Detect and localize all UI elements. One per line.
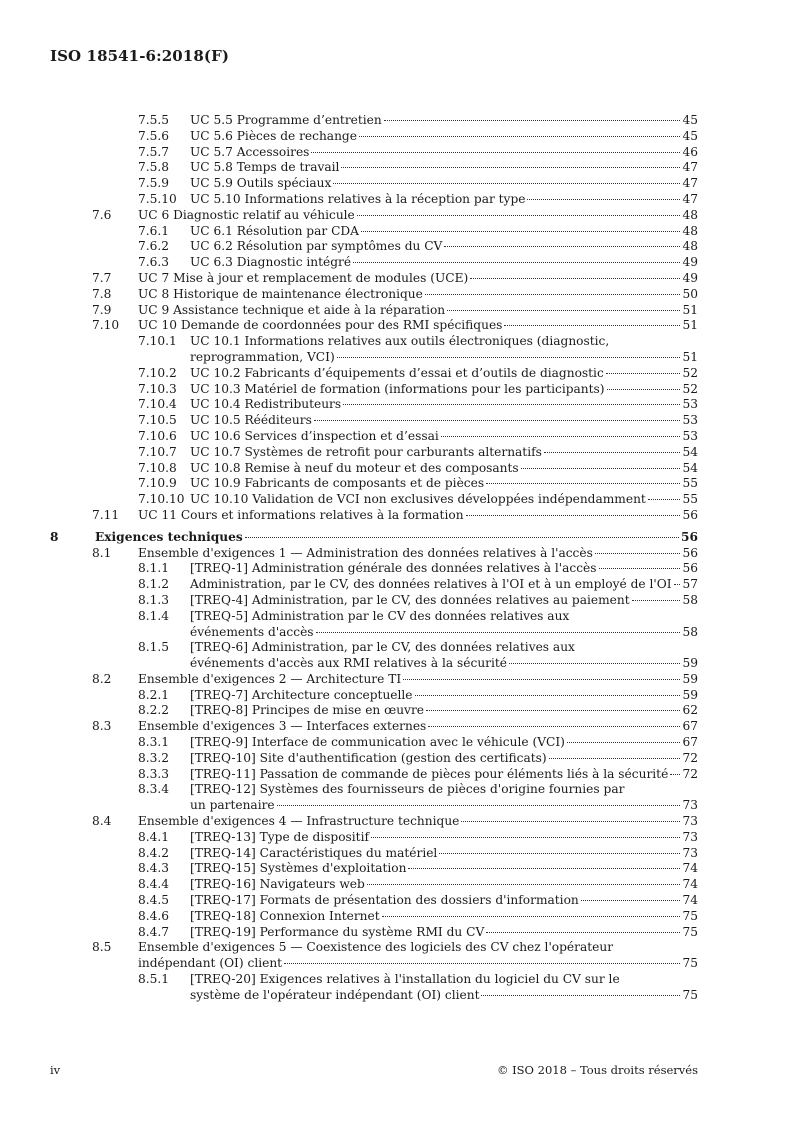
- toc-entry[interactable]: [0, 239, 793, 255]
- dot-leader: [311, 152, 680, 153]
- toc-entry-title: [TREQ-1] Administration générale des données relatives à l'accès: [190, 561, 597, 576]
- page-number: iv: [50, 1063, 61, 1077]
- toc-entry-number: 8.2.2: [138, 703, 170, 718]
- toc-entry-title: UC 10.6 Services d’inspection et d’essai: [190, 428, 439, 443]
- dot-leader: [245, 537, 679, 538]
- toc-entry[interactable]: [0, 429, 793, 445]
- dot-leader: [382, 916, 680, 917]
- toc-entry-title: Ensemble d'exigences 4 — Infrastructure technique: [138, 814, 460, 829]
- dot-leader: [333, 183, 680, 184]
- toc-entry-page: 73: [682, 814, 698, 829]
- toc-entry-page: 56: [682, 507, 698, 522]
- toc-entry-title: [TREQ-15] Systèmes d'exploitation: [190, 861, 407, 876]
- dot-leader: [606, 373, 680, 374]
- toc-entry-title: UC 10.7 Systèmes de retrofit pour carburants alternatifs: [190, 444, 542, 459]
- toc-entry-page: 54: [682, 444, 698, 459]
- toc-entry-title: UC 6 Diagnostic relatif au véhicule: [138, 207, 355, 222]
- toc-entry[interactable]: [0, 940, 793, 972]
- toc-entry[interactable]: [0, 767, 793, 783]
- toc-entry-title: un partenaire: [190, 798, 275, 813]
- toc-entry-page: 75: [682, 908, 698, 923]
- toc-entry-page: 58: [682, 624, 698, 639]
- copyright-notice: © ISO 2018 – Tous droits réservés: [496, 1063, 698, 1077]
- toc-entry[interactable]: [0, 530, 793, 546]
- toc-entry-number: 7.5.5: [138, 113, 170, 127]
- toc-entry-number: 8.4.5: [138, 893, 170, 908]
- toc-entry-number: 7.8: [92, 286, 112, 301]
- dot-leader: [521, 468, 680, 469]
- document-id-header: ISO 18541-6:2018(F): [50, 47, 230, 65]
- toc-entry-page: 74: [682, 861, 698, 876]
- toc-entry-page: 55: [682, 492, 698, 507]
- toc-entry-number: 8.1.5: [138, 640, 170, 655]
- dot-leader: [441, 436, 680, 437]
- dot-leader: [470, 278, 680, 279]
- dot-leader: [486, 483, 680, 484]
- toc-entry-number: 8.3: [92, 719, 112, 734]
- toc-entry-title: UC 5.9 Outils spéciaux: [190, 176, 332, 191]
- toc-entry-number: 8.4.2: [138, 845, 170, 860]
- dot-leader: [415, 695, 680, 696]
- toc-entry-number: 8.1.4: [138, 608, 170, 623]
- toc-entry-title: [TREQ-17] Formats de présentation des dossiers d'information: [190, 893, 579, 908]
- toc-entry-number: 7.5.9: [138, 176, 170, 191]
- dot-leader: [277, 805, 680, 806]
- toc-entry-title: [TREQ-20] Exigences relatives à l'installation du logiciel du CV sur le: [190, 972, 620, 987]
- toc-entry[interactable]: [0, 271, 793, 287]
- toc-entry[interactable]: [0, 546, 793, 562]
- toc-entry-number: 7.7: [92, 270, 112, 285]
- toc-entry-number: 7.10.6: [138, 428, 177, 443]
- toc-entry-page: 75: [682, 956, 698, 971]
- toc-entry[interactable]: [0, 397, 793, 413]
- toc-entry-number: 7.10.3: [138, 381, 177, 396]
- toc-entry[interactable]: [0, 255, 793, 271]
- toc-entry[interactable]: [0, 925, 793, 941]
- toc-entry-page: 59: [682, 671, 698, 686]
- dot-leader: [481, 995, 680, 996]
- toc-entry-title: UC 6.2 Résolution par symptômes du CV: [190, 239, 443, 254]
- toc-entry-title: [TREQ-13] Type de dispositif: [190, 829, 369, 844]
- toc-entry-number: 7.10.8: [138, 460, 177, 475]
- toc-entry-number: 7.9: [92, 302, 112, 317]
- toc-entry-title: Ensemble d'exigences 5 — Coexistence des logiciels des CV chez l'opérateur: [138, 940, 614, 955]
- toc-entry-page: 45: [682, 113, 698, 127]
- toc-entry-page: 59: [682, 687, 698, 702]
- toc-entry[interactable]: [0, 476, 793, 492]
- toc-entry[interactable]: [0, 129, 793, 145]
- dot-leader: [544, 452, 680, 453]
- toc-entry-title: UC 9 Assistance technique et aide à la réparation: [138, 302, 446, 317]
- toc-entry[interactable]: [0, 735, 793, 751]
- toc-entry[interactable]: [0, 830, 793, 846]
- toc-entry[interactable]: [0, 893, 793, 909]
- toc-entry-title: système de l'opérateur indépendant (OI) client: [190, 987, 480, 1002]
- dot-leader: [341, 167, 680, 168]
- toc-entry-page: 48: [682, 207, 698, 222]
- toc-entry-number: 8.1: [92, 545, 112, 560]
- toc-entry-page: 56: [681, 529, 698, 544]
- toc-entry[interactable]: [0, 445, 793, 461]
- toc-entry-title: Ensemble d'exigences 2 — Architecture TI: [138, 671, 402, 686]
- toc-entry-page: 47: [682, 160, 698, 175]
- toc-entry[interactable]: [0, 672, 793, 688]
- toc-entry[interactable]: [0, 192, 793, 208]
- toc-entry-page: 73: [682, 798, 698, 813]
- toc-entry[interactable]: [0, 461, 793, 477]
- toc-entry[interactable]: [0, 492, 793, 508]
- toc-entry-number: 8.4.3: [138, 861, 170, 876]
- dot-leader: [343, 404, 680, 405]
- toc-entry-page: 50: [682, 286, 698, 301]
- toc-entry-title: UC 5.8 Temps de travail: [190, 160, 340, 175]
- dot-leader: [461, 821, 680, 822]
- toc-entry-title: UC 5.10 Informations relatives à la réception par type: [190, 191, 526, 206]
- toc-entry-number: 7.5.6: [138, 128, 170, 143]
- toc-entry-page: 57: [682, 577, 698, 592]
- toc-entry-page: 49: [682, 255, 698, 270]
- dot-leader: [428, 726, 680, 727]
- toc-entry[interactable]: [0, 334, 793, 366]
- toc-entry-title: UC 11 Cours et informations relatives à la formation: [138, 507, 464, 522]
- toc-entry-number: 8.5: [92, 940, 112, 955]
- toc-entry-page: 59: [682, 656, 698, 671]
- toc-entry[interactable]: [0, 176, 793, 192]
- toc-entry-title: [TREQ-19] Performance du système RMI du CV: [190, 924, 485, 939]
- toc-entry[interactable]: [0, 113, 793, 129]
- toc-entry-title: UC 10.5 Rééditeurs: [190, 413, 312, 428]
- toc-entry-title: Exigences techniques: [95, 529, 243, 544]
- toc-entry-number: 7.10.10: [138, 492, 185, 507]
- toc-entry-number: 7.5.7: [138, 144, 170, 159]
- dot-leader: [447, 310, 680, 311]
- toc-entry[interactable]: [0, 640, 793, 672]
- toc-entry-number: 8.5.1: [138, 972, 170, 987]
- toc-entry-page: 51: [682, 318, 698, 333]
- dot-leader: [359, 136, 680, 137]
- toc-entry-page: 62: [682, 703, 698, 718]
- toc-entry-page: 45: [682, 128, 698, 143]
- toc-entry-title: UC 10.3 Matériel de formation (informations pour les participants): [190, 381, 605, 396]
- toc-entry-title: [TREQ-5] Administration par le CV des données relatives aux: [190, 608, 570, 623]
- toc-entry-page: 67: [682, 719, 698, 734]
- toc-entry-title: UC 6.1 Résolution par CDA: [190, 223, 359, 238]
- toc-entry-number: 7.10.2: [138, 365, 177, 380]
- toc-entry[interactable]: [0, 413, 793, 429]
- dot-leader: [439, 853, 680, 854]
- table-of-contents: [0, 113, 793, 1004]
- toc-entry[interactable]: [0, 609, 793, 641]
- toc-entry-title: Ensemble d'exigences 3 — Interfaces externes: [138, 719, 427, 734]
- toc-entry-number: 7.6.3: [138, 255, 170, 270]
- dot-leader: [337, 357, 680, 358]
- toc-entry-page: 58: [682, 592, 698, 607]
- toc-entry-page: 75: [682, 987, 698, 1002]
- toc-entry[interactable]: [0, 751, 793, 767]
- dot-leader: [670, 774, 680, 775]
- dot-leader: [314, 420, 680, 421]
- toc-entry-number: 7.6: [92, 207, 112, 222]
- toc-entry-page: 67: [682, 735, 698, 750]
- toc-entry[interactable]: [0, 782, 793, 814]
- toc-entry-title: événements d'accès aux RMI relatives à la sécurité: [190, 656, 508, 671]
- dot-leader: [527, 199, 680, 200]
- dot-leader: [486, 932, 680, 933]
- toc-entry[interactable]: [0, 861, 793, 877]
- toc-entry[interactable]: [0, 318, 793, 334]
- dot-leader: [607, 389, 680, 390]
- toc-entry-number: 8.1.2: [138, 577, 170, 592]
- toc-entry-title: UC 5.5 Programme d’entretien: [190, 113, 382, 127]
- dot-leader: [504, 325, 680, 326]
- toc-entry[interactable]: [0, 846, 793, 862]
- toc-entry[interactable]: [0, 703, 793, 719]
- toc-entry-number: 7.10.7: [138, 444, 177, 459]
- toc-entry-title: UC 10.2 Fabricants d’équipements d’essai et d’outils de diagnostic: [190, 365, 604, 380]
- toc-entry-title: UC 5.6 Pièces de rechange: [190, 128, 357, 143]
- toc-entry[interactable]: [0, 208, 793, 224]
- toc-entry-number: 7.11: [92, 507, 120, 522]
- dot-leader: [674, 584, 680, 585]
- dot-leader: [353, 262, 680, 263]
- toc-entry[interactable]: [0, 909, 793, 925]
- toc-entry-title: Ensemble d'exigences 1 — Administration des données relatives à l'accès: [138, 545, 593, 560]
- toc-entry-title: UC 10.10 Validation de VCI non exclusives développées indépendamment: [190, 492, 646, 507]
- toc-entry-title: événements d'accès: [190, 624, 314, 639]
- toc-entry-title: UC 10 Demande de coordonnées pour des RMI spécifiques: [138, 318, 503, 333]
- dot-leader: [357, 215, 680, 216]
- toc-entry-page: 56: [682, 545, 698, 560]
- toc-entry[interactable]: [0, 366, 793, 382]
- dot-leader: [316, 632, 680, 633]
- toc-entry-number: 7.6.2: [138, 239, 170, 254]
- dot-leader: [403, 679, 680, 680]
- toc-entry-number: 7.6.1: [138, 223, 170, 238]
- toc-entry-page: 53: [682, 428, 698, 443]
- toc-entry-page: 74: [682, 893, 698, 908]
- toc-entry-title: UC 10.8 Remise à neuf du moteur et des composants: [190, 460, 519, 475]
- toc-entry-title: [TREQ-8] Principes de mise en œuvre: [190, 703, 424, 718]
- toc-entry-page: 52: [682, 381, 698, 396]
- toc-entry-number: 7.10.1: [138, 334, 177, 349]
- toc-entry-number: 7.10.4: [138, 397, 177, 412]
- toc-entry-number: 8.2: [92, 671, 112, 686]
- toc-entry-title: [TREQ-7] Architecture conceptuelle: [190, 687, 413, 702]
- toc-entry-number: 7.10.9: [138, 476, 177, 491]
- toc-entry[interactable]: [0, 972, 793, 1004]
- toc-entry-title: UC 8 Historique de maintenance électronique: [138, 286, 423, 301]
- toc-entry[interactable]: [0, 224, 793, 240]
- toc-entry-number: 8.1.1: [138, 561, 170, 576]
- dot-leader: [444, 246, 680, 247]
- dot-leader: [632, 600, 680, 601]
- toc-entry-title: [TREQ-12] Systèmes des fournisseurs de pièces d'origine fournies par: [190, 782, 625, 797]
- toc-entry-page: 52: [682, 365, 698, 380]
- toc-entry-page: 72: [682, 766, 698, 781]
- dot-leader: [595, 553, 680, 554]
- toc-entry-page: 48: [682, 223, 698, 238]
- dot-leader: [367, 884, 680, 885]
- toc-entry-title: UC 6.3 Diagnostic intégré: [190, 255, 352, 270]
- toc-entry-number: 8.4.4: [138, 877, 170, 892]
- toc-entry-title: UC 10.4 Redistributeurs: [190, 397, 342, 412]
- toc-entry-number: 8.3.2: [138, 750, 170, 765]
- toc-entry[interactable]: [0, 160, 793, 176]
- toc-entry-number: 7.5.8: [138, 160, 170, 175]
- toc-entry[interactable]: [0, 688, 793, 704]
- toc-entry-number: 8.1.3: [138, 592, 170, 607]
- dot-leader: [371, 837, 680, 838]
- dot-leader: [549, 758, 680, 759]
- toc-entry-page: 51: [682, 302, 698, 317]
- dot-leader: [567, 742, 680, 743]
- toc-entry[interactable]: [0, 508, 793, 524]
- toc-entry-title: reprogrammation, VCI): [190, 349, 335, 364]
- toc-entry-title: [TREQ-11] Passation de commande de pièces pour éléments liés à la sécurité: [190, 766, 669, 781]
- toc-entry-title: [TREQ-9] Interface de communication avec le véhicule (VCI): [190, 735, 565, 750]
- toc-entry[interactable]: [0, 382, 793, 398]
- toc-entry-number: 8.3.4: [138, 782, 170, 797]
- toc-entry[interactable]: [0, 287, 793, 303]
- toc-entry-title: indépendant (OI) client: [138, 956, 283, 971]
- toc-entry-page: 72: [682, 750, 698, 765]
- dot-leader: [361, 231, 680, 232]
- toc-entry[interactable]: [0, 719, 793, 735]
- toc-entry-title: UC 10.9 Fabricants de composants et de pièces: [190, 476, 485, 491]
- toc-entry-title: UC 10.1 Informations relatives aux outils électroniques (diagnostic,: [190, 334, 610, 349]
- dot-leader: [408, 868, 680, 869]
- toc-entry-page: 56: [682, 561, 698, 576]
- toc-entry-page: 75: [682, 924, 698, 939]
- toc-entry-page: 51: [682, 349, 698, 364]
- toc-entry-number: 7.10.5: [138, 413, 177, 428]
- toc-entry-page: 47: [682, 176, 698, 191]
- toc-entry[interactable]: [0, 303, 793, 319]
- toc-entry-page: 74: [682, 877, 698, 892]
- dot-leader: [466, 515, 680, 516]
- toc-entry-page: 49: [682, 270, 698, 285]
- toc-entry[interactable]: [0, 877, 793, 893]
- toc-entry-page: 53: [682, 397, 698, 412]
- toc-entry-page: 46: [682, 144, 698, 159]
- toc-entry-title: [TREQ-6] Administration, par le CV, des données relatives aux: [190, 640, 575, 655]
- toc-entry-title: [TREQ-10] Site d'authentification (gestion des certificats): [190, 750, 547, 765]
- dot-leader: [581, 900, 680, 901]
- dot-leader: [648, 499, 680, 500]
- toc-entry-number: 7.5.10: [138, 191, 177, 206]
- toc-entry-number: 8.4.6: [138, 908, 170, 923]
- toc-entry-title: UC 5.7 Accessoires: [190, 144, 310, 159]
- toc-entry-title: Administration, par le CV, des données relatives à l'OI et à un employé de l'OI: [190, 577, 672, 592]
- dot-leader: [284, 963, 680, 964]
- toc-entry-page: 47: [682, 191, 698, 206]
- toc-entry-page: 55: [682, 476, 698, 491]
- toc-entry[interactable]: [0, 561, 793, 577]
- dot-leader: [509, 663, 680, 664]
- toc-entry-title: [TREQ-4] Administration, par le CV, des données relatives au paiement: [190, 592, 630, 607]
- toc-entry-number: 8.4: [92, 814, 112, 829]
- toc-entry[interactable]: [0, 577, 793, 593]
- dot-leader: [426, 710, 680, 711]
- toc-entry[interactable]: [0, 145, 793, 161]
- toc-entry[interactable]: [0, 593, 793, 609]
- toc-entry-page: 48: [682, 239, 698, 254]
- dot-leader: [425, 294, 680, 295]
- toc-entry-number: 8.2.1: [138, 687, 170, 702]
- toc-entry-title: UC 7 Mise à jour et remplacement de modules (UCE): [138, 270, 469, 285]
- toc-entry-title: [TREQ-14] Caractéristiques du matériel: [190, 845, 438, 860]
- toc-entry-page: 73: [682, 829, 698, 844]
- toc-entry-number: 8.3.1: [138, 735, 170, 750]
- dot-leader: [599, 568, 681, 569]
- toc-entry-page: 54: [682, 460, 698, 475]
- toc-entry-number: 8.3.3: [138, 766, 170, 781]
- toc-entry-number: 8.4.1: [138, 829, 170, 844]
- toc-entry-title: [TREQ-16] Navigateurs web: [190, 877, 365, 892]
- toc-entry-number: 8: [50, 529, 59, 544]
- toc-entry[interactable]: [0, 814, 793, 830]
- toc-entry-page: 73: [682, 845, 698, 860]
- toc-entry-title: [TREQ-18] Connexion Internet: [190, 908, 380, 923]
- toc-entry-number: 7.10: [92, 318, 120, 333]
- toc-entry-page: 53: [682, 413, 698, 428]
- toc-entry-number: 8.4.7: [138, 924, 170, 939]
- dot-leader: [384, 120, 680, 121]
